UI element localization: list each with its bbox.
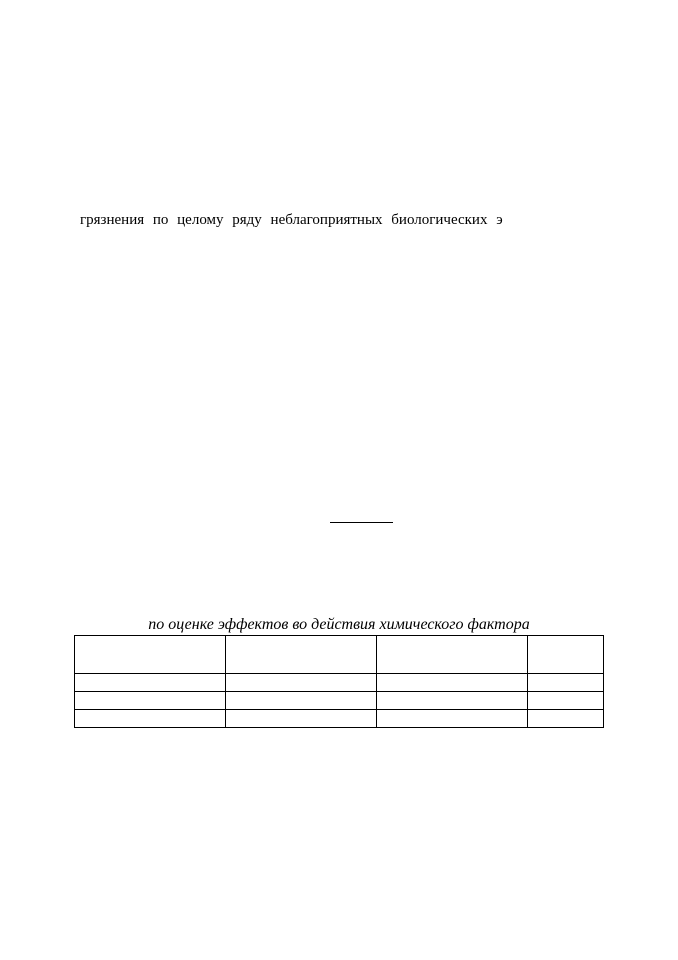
paragraph-fragment: грязнения по целому ряду неблагоприятных биологических э [80, 212, 503, 228]
table-cell [75, 692, 226, 710]
table-row [75, 692, 604, 710]
table-row [75, 710, 604, 728]
table-caption: по оценке эффектов во действия химического фактора [148, 616, 530, 633]
table-cell [75, 674, 226, 692]
table-row [75, 674, 604, 692]
separator-line [330, 522, 393, 523]
table-cell [527, 710, 603, 728]
data-table [74, 635, 604, 728]
table-header-cell [527, 636, 603, 674]
table-cell [226, 710, 376, 728]
table-cell [376, 710, 527, 728]
table-header-cell [376, 636, 527, 674]
table-cell [226, 692, 376, 710]
table-cell [376, 674, 527, 692]
table-header-row [75, 636, 604, 674]
table-header-cell [226, 636, 376, 674]
table-cell [527, 674, 603, 692]
table-cell [75, 710, 226, 728]
table-cell [376, 692, 527, 710]
table-cell [527, 692, 603, 710]
table-header-cell [75, 636, 226, 674]
table-cell [226, 674, 376, 692]
